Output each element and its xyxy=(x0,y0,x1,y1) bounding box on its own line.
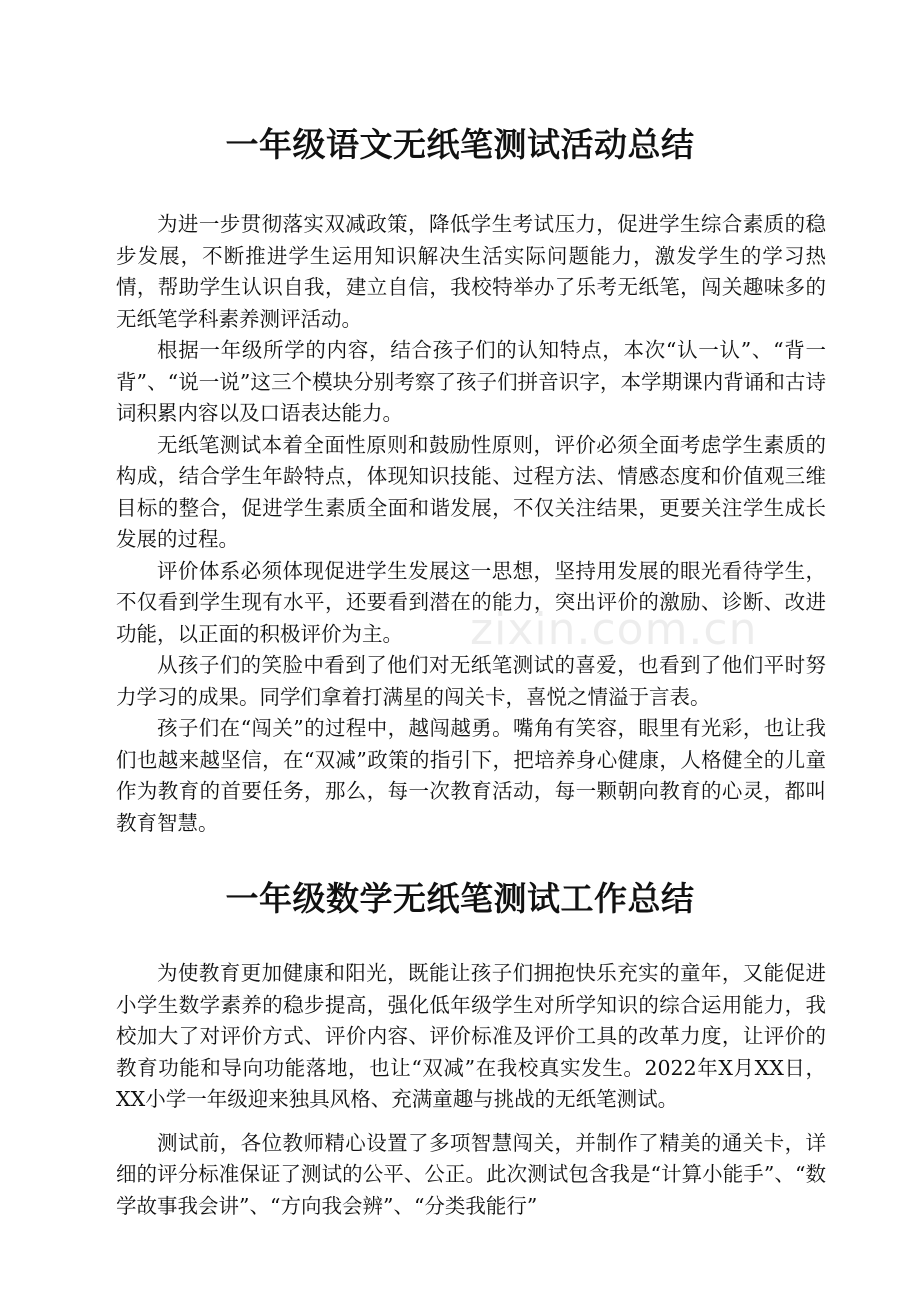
section1-paragraph: 为进一步贯彻落实双减政策，降低学生考试压力，促进学生综合素质的稳步发展，不断推进学生运用知识解决生活实际问题能力，激发学生的学习热情，帮助学生认识自我，建立自信，我校特举办了乐考无纸笔，闯关趣味多的无纸笔学科素养测评活动。 xyxy=(116,212,826,331)
section1-paragraph: 从孩子们的笑脸中看到了他们对无纸笔测试的喜爱，也看到了他们平时努力学习的成果。同学们拿着打满星的闯关卡，喜悦之情溢于言表。 xyxy=(116,653,826,709)
section1-title: 一年级语文无纸笔测试活动总结 xyxy=(225,125,695,164)
section1-body xyxy=(116,209,826,839)
section2-paragraph: 为使教育更加健康和阳光，既能让孩子们拥抱快乐充实的童年，又能促进小学生数学素养的稳步提高，强化低年级学生对所学知识的综合运用能力，我校加大了对评价方式、评价内容、评价标准及评价工具的改革力度，让评价的教育功能和导向功能落地，也让“双减”在我校真实发生。2022年X月XX日，XX小学一年级迎来独具风格、充满童趣与挑战的无纸笔测试。 xyxy=(116,961,826,1111)
section1-paragraph: 无纸笔测试本着全面性原则和鼓励性原则，评价必须全面考虑学生素质的构成，结合学生年龄特点，体现知识技能、过程方法、情感态度和价值观三维目标的整合，促进学生素质全面和谐发展，不仅关注结果，更要关注学生成长发展的过程。 xyxy=(116,432,826,551)
section1-paragraph: 孩子们在“闯关”的过程中，越闯越勇。嘴角有笑容，眼里有光彩，也让我们也越来越坚信，在“双减”政策的指引下，把培养身心健康，人格健全的儿童作为教育的首要任务，那么，每一次教育活动，每一颗朝向教育的心灵，都叫教育智慧。 xyxy=(116,716,826,835)
section1-paragraph: 根据一年级所学的内容，结合孩子们的认知特点，本次“认一认”、“背一背”、“说一说”这三个模块分别考察了孩子们拼音识字，本学期课内背诵和古诗词积累内容以及口语表达能力。 xyxy=(116,338,826,425)
watermark: zixin.com.cn xyxy=(470,604,758,655)
section2-title: 一年级数学无纸笔测试工作总结 xyxy=(225,879,695,918)
section1-paragraph: 评价体系必须体现促进学生发展这一思想，坚持用发展的眼光看待学生，不仅看到学生现有水平，还要看到潜在的能力，突出评价的激励、诊断、改进功能，以正面的积极评价为主。 xyxy=(116,558,826,646)
section2-paragraph: 测试前，各位教师精心设置了多项智慧闯关，并制作了精美的通关卡，详细的评分标准保证了测试的公平、公正。此次测试包含我是“计算小能手”、“数学故事我会讲”、“方向我会辨”、“分类我能行” xyxy=(116,1130,826,1218)
section2-body xyxy=(116,958,826,1222)
